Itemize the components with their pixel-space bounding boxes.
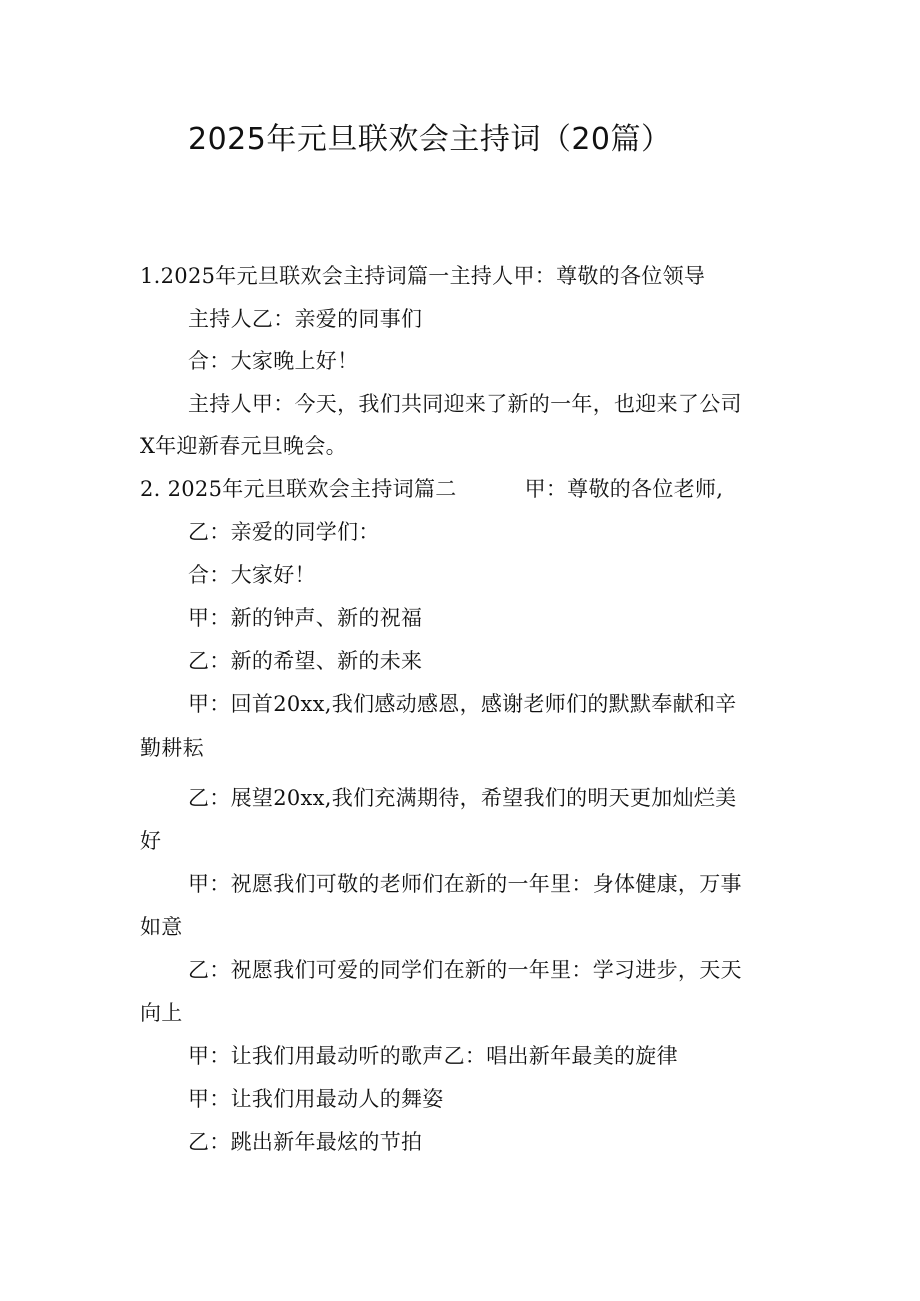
paragraph-line: 向上 xyxy=(140,1001,183,1025)
paragraph-line: 主持人甲：今天，我们共同迎来了新的一年，也迎来了公司 xyxy=(188,392,742,416)
paragraph-line: 乙：新的希望、新的未来 xyxy=(188,649,423,673)
section-2-heading xyxy=(140,474,723,504)
paragraph-line: 甲：让我们用最动人的舞姿 xyxy=(188,1087,444,1111)
section-2-heading-title: 2. 2025年元旦联欢会主持词篇二 xyxy=(140,477,457,501)
paragraph-line: 主持人乙：亲爱的同事们 xyxy=(188,307,423,331)
paragraph-line: 甲：回首20xx,我们感动感恩，感谢老师们的默默奉献和辛 xyxy=(188,692,737,716)
paragraph-line: 好 xyxy=(140,829,162,853)
section-2-heading-greeting: 甲：尊敬的各位老师, xyxy=(524,477,724,501)
paragraph-line: 合：大家晚上好！ xyxy=(188,349,359,373)
paragraph-line: 勤耕耘 xyxy=(140,736,204,760)
paragraph-line: 乙：祝愿我们可爱的同学们在新的一年里：学习进步，天天 xyxy=(188,958,742,982)
paragraph-line: 乙：亲爱的同学们： xyxy=(188,520,380,544)
document-title: 2025年元旦联欢会主持词（20篇） xyxy=(188,122,672,157)
section-1-heading: 1.2025年元旦联欢会主持词篇一主持人甲：尊敬的各位领导 xyxy=(140,264,706,288)
paragraph-line: 甲：让我们用最动听的歌声乙：唱出新年最美的旋律 xyxy=(188,1044,678,1068)
paragraph-line: X年迎新春元旦晚会。 xyxy=(140,434,347,458)
paragraph-line: 合：大家好！ xyxy=(188,563,316,587)
paragraph-line: 甲：新的钟声、新的祝福 xyxy=(188,606,423,630)
paragraph-line: 甲：祝愿我们可敬的老师们在新的一年里：身体健康，万事 xyxy=(188,872,742,896)
paragraph-line: 如意 xyxy=(140,915,183,939)
paragraph-line: 乙：展望20xx,我们充满期待，希望我们的明天更加灿烂美 xyxy=(188,786,737,810)
paragraph-line: 乙：跳出新年最炫的节拍 xyxy=(188,1130,423,1154)
